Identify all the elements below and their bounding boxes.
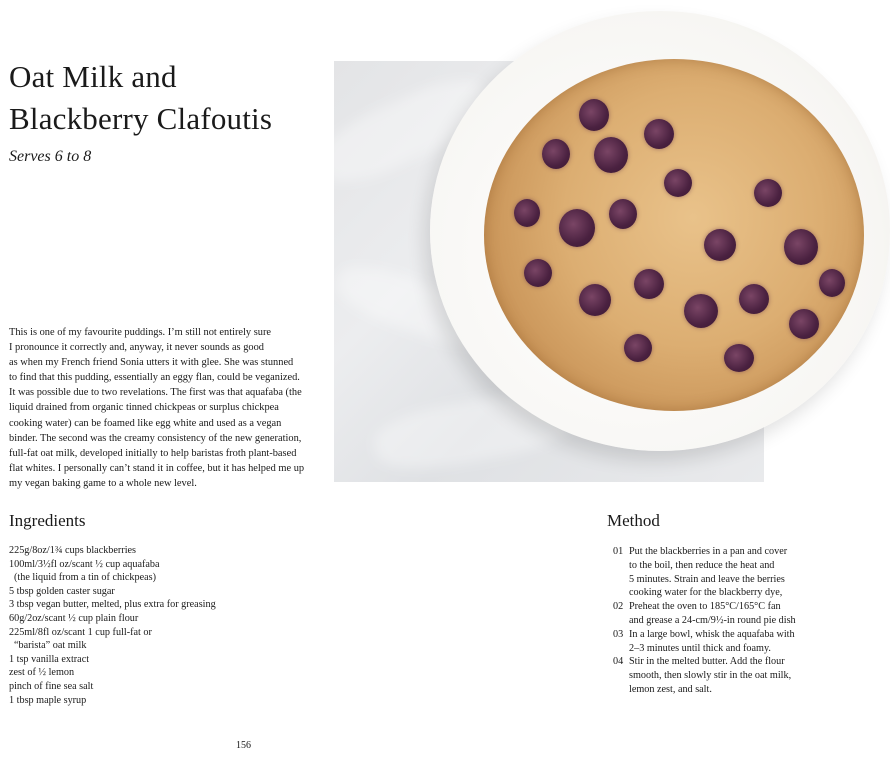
- intro-line: my vegan baking game to a whole new level.: [9, 477, 197, 489]
- title-line: Oat Milk and: [9, 59, 177, 94]
- list-item: pinch of fine sea salt: [9, 680, 94, 692]
- blackberry: [624, 334, 652, 362]
- method-step: [613, 545, 788, 600]
- intro-line: flat whites. I personally can’t stand it in coffee, but it has helped me up: [9, 462, 305, 474]
- recipe-title: [9, 56, 309, 140]
- blackberry: [609, 199, 637, 229]
- ingredients-list: [9, 544, 309, 707]
- blackberry: [514, 199, 540, 227]
- step-line: Stir in the melted butter. Add the flour: [629, 656, 785, 668]
- list-item: 225ml/8fl oz/scant 1 cup full-fat or: [9, 626, 152, 638]
- clafoutis: [484, 59, 864, 411]
- step-number: 04: [613, 656, 624, 668]
- blackberry: [724, 344, 754, 372]
- ingredients-heading: Ingredients: [9, 511, 86, 530]
- step-line: and grease a 24-cm/9½-in round pie dish: [629, 614, 796, 626]
- intro-line: as when my French friend Sonia utters it with glee. She was stunned: [9, 357, 294, 369]
- method-step: [613, 628, 795, 656]
- step-line: 2–3 minutes until thick and foamy.: [629, 642, 771, 654]
- blackberry: [579, 99, 609, 131]
- intro-line: liquid drained from organic tinned chickpeas or surplus chickpea: [9, 402, 279, 414]
- step-number: 03: [613, 628, 624, 640]
- blackberry: [704, 229, 736, 261]
- intro-paragraph: [9, 325, 305, 491]
- intro-line: This is one of my favourite puddings. I’m still not entirely sure: [9, 327, 272, 338]
- title-line: Blackberry Clafoutis: [9, 101, 273, 136]
- list-item: zest of ½ lemon: [9, 667, 75, 679]
- step-line: lemon zest, and salt.: [629, 683, 712, 695]
- blackberry: [664, 169, 692, 197]
- list-item: 3 tbsp vegan butter, melted, plus extra for greasing: [9, 599, 216, 611]
- step-line: Preheat the oven to 185°C/165°C fan: [629, 601, 781, 613]
- list-item: 100ml/3½fl oz/scant ½ cup aquafaba: [9, 558, 160, 570]
- intro-line: to find that this pudding, essentially an eggy flan, could be veganized.: [9, 372, 300, 384]
- page-number: 156: [236, 740, 251, 751]
- blackberry: [634, 269, 664, 299]
- method-list: [613, 545, 796, 697]
- list-item: 5 tbsp golden caster sugar: [9, 585, 115, 597]
- list-item: 225g/8oz/1¾ cups blackberries: [9, 545, 137, 556]
- step-line: cooking water for the blackberry dye,: [629, 587, 783, 599]
- list-item: “barista” oat milk: [14, 640, 87, 652]
- blackberry: [559, 209, 595, 247]
- intro-line: full-fat oat milk, developed initially to help baristas froth plant-based: [9, 447, 297, 459]
- blackberry: [684, 294, 718, 328]
- step-number: 02: [613, 601, 624, 613]
- intro-line: I pronounce it correctly and, anyway, it never sounds as good: [9, 342, 264, 354]
- intro-line: binder. The second was the creamy consistency of the new generation,: [9, 432, 302, 444]
- method-step: [613, 655, 792, 696]
- list-item: 1 tbsp maple syrup: [9, 694, 87, 706]
- blackberry: [754, 179, 782, 207]
- blackberry: [819, 269, 845, 297]
- blackberry: [524, 259, 552, 287]
- clafoutis-photo: [334, 61, 764, 482]
- blackberry: [784, 229, 818, 265]
- list-item: 1 tsp vanilla extract: [9, 653, 90, 665]
- blackberry: [789, 309, 819, 339]
- step-number: 01: [613, 546, 624, 557]
- step-line: 5 minutes. Strain and leave the berries: [629, 573, 785, 585]
- step-line: In a large bowl, whisk the aquafaba with: [629, 628, 795, 640]
- method-heading: Method: [607, 511, 660, 530]
- method-step: [613, 600, 796, 628]
- intro-line: cooking water) can be foamed like egg white and used as a vegan: [9, 417, 282, 429]
- step-line: to the boil, then reduce the heat and: [629, 559, 775, 571]
- blackberry: [644, 119, 674, 149]
- serves-text: Serves 6 to 8: [9, 148, 92, 165]
- list-item: 60g/2oz/scant ½ cup plain flour: [9, 612, 139, 624]
- blackberry: [542, 139, 570, 169]
- blackberry: [594, 137, 628, 173]
- list-item: (the liquid from a tin of chickpeas): [14, 572, 157, 584]
- blackberry: [579, 284, 611, 316]
- step-line: smooth, then slowly stir in the oat milk,: [629, 670, 792, 682]
- intro-line: It was possible due to two revelations. The first was that aquafaba (the: [9, 387, 302, 399]
- blackberry: [739, 284, 769, 314]
- step-line: Put the blackberries in a pan and cover: [629, 546, 788, 557]
